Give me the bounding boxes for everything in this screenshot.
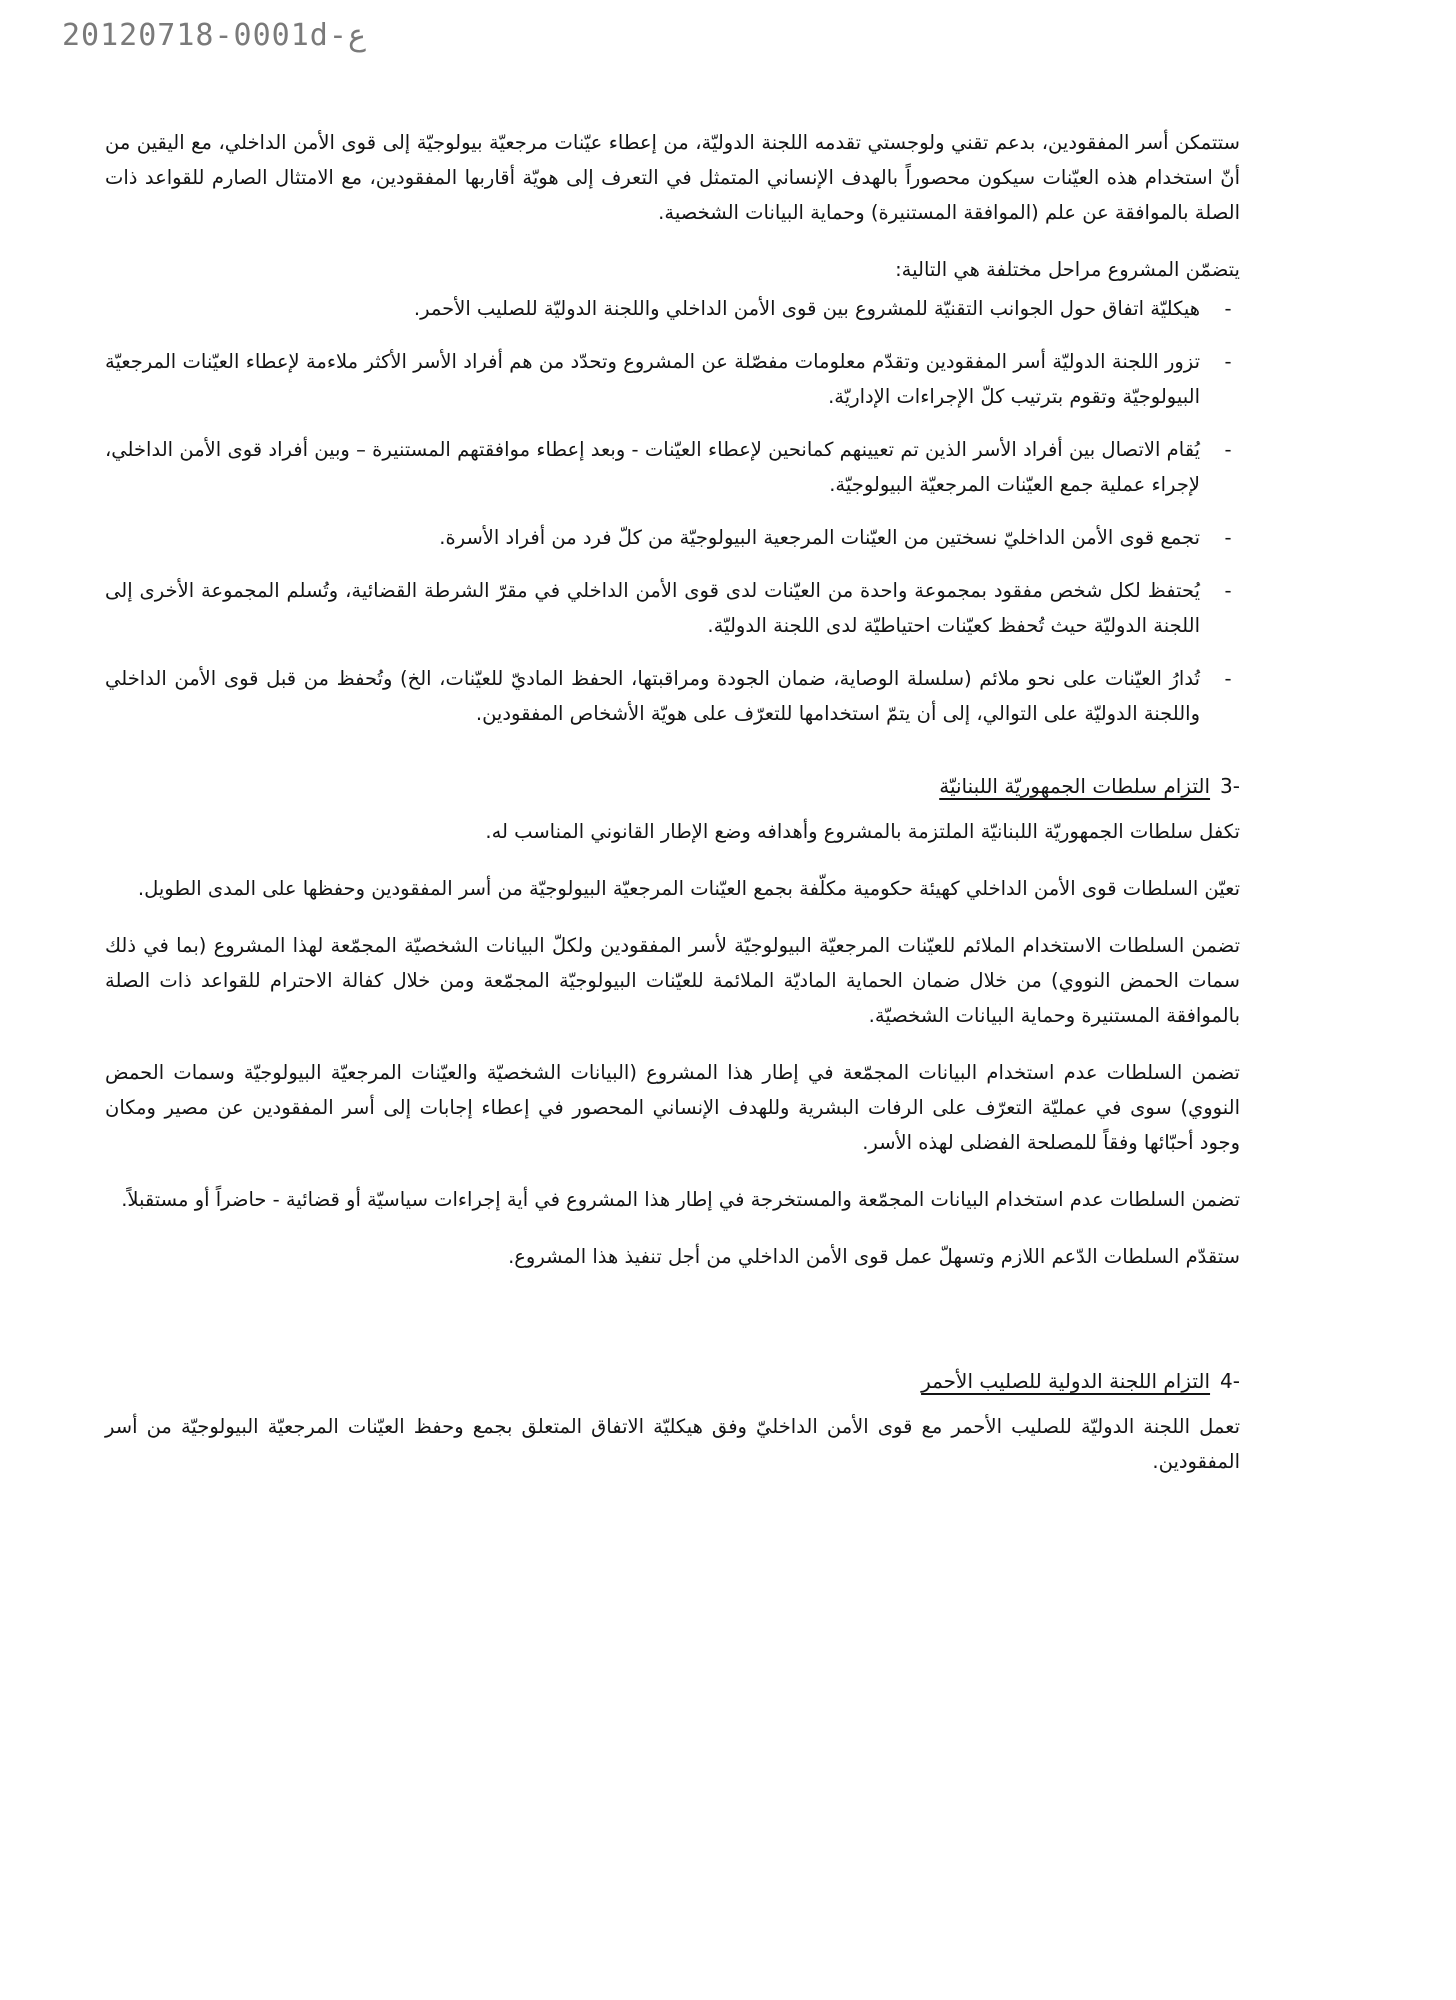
section-3-paragraph: ستقدّم السلطات الدّعم اللازم وتسهلّ عمل قوى الأمن الداخلي من أجل تنفيذ هذا المشروع. (508, 1245, 1240, 1268)
handwritten-reference-number: 20120718-0001d-ع (62, 18, 366, 53)
phases-intro: يتضمّن المشروع مراحل مختلفة هي التالية: (895, 258, 1240, 281)
section-4-number: 4- (1220, 1369, 1240, 1393)
section-4-paragraph: تعمل اللجنة الدوليّة للصليب الأحمر مع قوى الأمن الداخليّ وفق هيكليّة الاتفاق المتعلق بجمع وحفظ العيّنات المرجعيّة البيولوجيّة من أسر المفقودين. (105, 1415, 1240, 1473)
list-item (105, 291, 1240, 326)
list-item-text: هيكليّة اتفاق حول الجوانب التقنيّة للمشروع بين قوى الأمن الداخلي واللجنة الدوليّة للصليب الأحمر. (413, 297, 1200, 320)
list-item (105, 432, 1240, 502)
list-item-text: تجمع قوى الأمن الداخليّ نسختين من العيّنات المرجعية البيولوجيّة من كلّ فرد من أفراد الأسرة. (439, 526, 1200, 549)
list-item (105, 661, 1240, 731)
dash-bullet-icon: - (1224, 526, 1232, 549)
dash-bullet-icon: - (1224, 297, 1232, 320)
list-item (105, 520, 1240, 555)
list-item (105, 344, 1240, 414)
list-item-text: يُحتفظ لكل شخص مفقود بمجموعة واحدة من العيّنات لدى قوى الأمن الداخلي في مقرّ الشرطة القضائية، وتُسلم المجموعة الأخرى إلى اللجنة الدوليّة حيث تُحفظ كعيّنات احتياطيّة لدى اللجنة الدوليّة. (105, 579, 1200, 637)
dash-bullet-icon: - (1224, 350, 1232, 373)
dash-bullet-icon: - (1224, 579, 1232, 602)
section-4-title: التزام اللجنة الدولية للصليب الأحمر (921, 1369, 1211, 1393)
section-spacer (105, 1296, 1240, 1326)
section-4-heading (105, 1364, 1240, 1399)
list-item-text: تُدارُ العيّنات على نحو ملائم (سلسلة الوصاية، ضمان الجودة ومراقبتها، الحفظ الماديّ للعيّنات، الخ) وتُحفظ من قبل قوى الأمن الداخلي واللجنة الدوليّة على التوالي، إلى أن يتمّ استخدامها للتعرّف على هويّة الأشخاص المفقودين. (105, 667, 1200, 725)
section-3-paragraph: تعيّن السلطات قوى الأمن الداخلي كهيئة حكومية مكلّفة بجمع العيّنات المرجعيّة البيولوجيّة من أسر المفقودين وحفظها على المدى الطويل. (137, 877, 1240, 900)
list-item-text: تزور اللجنة الدوليّة أسر المفقودين وتقدّم معلومات مفصّلة عن المشروع وتحدّد من هم أفراد الأسر الأكثر ملاءمة لإعطاء العيّنات المرجعيّة البيولوجيّة وتقوم بترتيب كلّ الإجراءات الإداريّة. (105, 350, 1200, 408)
section-3-paragraph: تكفل سلطات الجمهوريّة اللبنانيّة الملتزمة بالمشروع وأهدافه وضع الإطار القانوني المناسب له. (485, 820, 1240, 843)
section-3-heading (105, 769, 1240, 804)
phases-list (105, 291, 1240, 731)
list-item-text: يُقام الاتصال بين أفراد الأسر الذين تم تعيينهم كمانحين لإعطاء العيّنات - وبعد إعطاء موافقتهم المستنيرة – وبين أفراد قوى الأمن الداخلي، لإجراء عملية جمع العيّنات المرجعيّة البيولوجيّة. (105, 438, 1200, 496)
dash-bullet-icon: - (1224, 667, 1232, 690)
section-3-paragraph: تضمن السلطات الاستخدام الملائم للعيّنات المرجعيّة البيولوجيّة لأسر المفقودين ولكلّ البيانات الشخصيّة المجمّعة لهذا المشروع (بما في ذلك سمات الحمض النووي) من خلال ضمان الحماية الماديّة الملائمة للعيّنات البيولوجيّة المجمّعة ومن خلال كفالة الاحترام للقواعد ذات الصلة بالموافقة المستنيرة وحماية البيانات الشخصيّة. (105, 934, 1240, 1027)
document-body (105, 125, 1240, 1501)
list-item (105, 573, 1240, 643)
section-3-title: التزام سلطات الجمهوريّة اللبنانيّة (939, 774, 1211, 798)
intro-paragraph: ستتمكن أسر المفقودين، بدعم تقني ولوجستي تقدمه اللجنة الدوليّة، من إعطاء عيّنات مرجعيّة بيولوجيّة إلى قوى الأمن الداخلي، مع اليقين من أنّ استخدام هذه العيّنات سيكون محصوراً بالهدف الإنساني المتمثل في التعرف إلى هويّة أقاربها المفقودين، مع الامتثال الصارم للقواعد ذات الصلة بالموافقة عن علم (الموافقة المستنيرة) وحماية البيانات الشخصية. (105, 131, 1240, 224)
section-3-number: 3- (1220, 774, 1240, 798)
section-3-paragraph: تضمن السلطات عدم استخدام البيانات المجمّعة والمستخرجة في إطار هذا المشروع في أية إجراءات سياسيّة أو قضائية - حاضراً أو مستقبلاً. (121, 1188, 1240, 1211)
section-3-paragraph: تضمن السلطات عدم استخدام البيانات المجمّعة في إطار هذا المشروع (البيانات الشخصيّة والعيّنات المرجعيّة البيولوجيّة وسمات الحمض النووي) سوى في عمليّة التعرّف على الرفات البشرية وللهدف الإنساني المحصور في إعطاء إجابات إلى أسر المفقودين عن مصير ومكان وجود أحبّائها وفقاً للمصلحة الفضلى لهذه الأسر. (105, 1061, 1240, 1154)
dash-bullet-icon: - (1224, 438, 1232, 461)
